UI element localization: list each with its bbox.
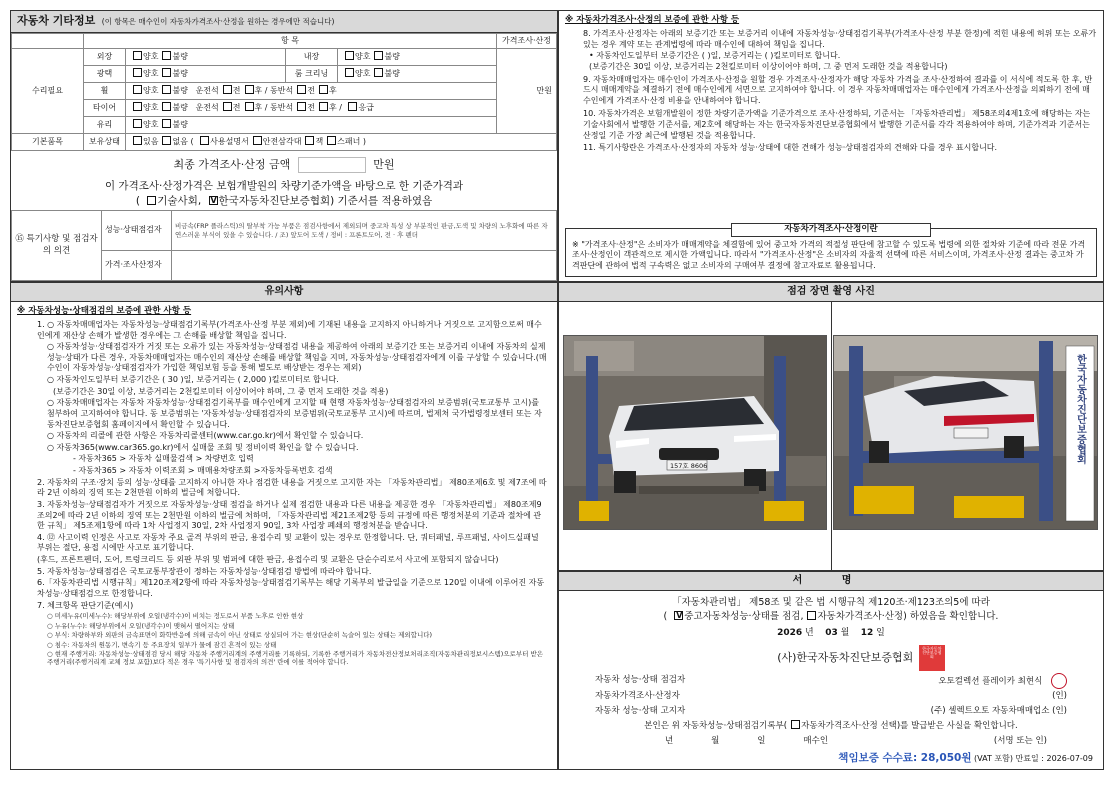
tire-options[interactable]: 양호 불량 운전석 전 후 / 동반석 전 후 / 응급 [126,100,497,117]
other-info-title-bar [11,11,557,33]
checkbox[interactable] [305,136,314,145]
checkbox[interactable] [245,102,254,111]
checkbox[interactable] [348,102,357,111]
checkbox[interactable] [297,102,306,111]
other-info-panel [10,10,558,282]
special-notes-table: ⑮ 특기사항 및 점검자의 의견 성능·상태점검자 비금속(FRP 플라스틱)의 탈부착 가능 부품은 점검사항에서 제외되며 중고차 특성 상 부분적인 판금,도색 및 차량의 노후화에 따른 자연스러운 부식이 있을 수 있습니다. / 조) 앞도어 도색 / 정비 : 프론트도어, 전 · 후 펜더 가격·조사산정자 [11,210,557,281]
perf-check-checkbox[interactable] [674,611,683,620]
checkbox[interactable] [327,136,336,145]
checkbox[interactable] [162,119,171,128]
warranty-fee: 책임보증 수수료: 28,050원 [838,751,972,764]
price-definition-box [565,224,1097,277]
checkbox[interactable] [253,136,262,145]
special-notes-label: ⑮ 특기사항 및 점검자의 의견 [12,211,102,281]
receipt-checkbox[interactable] [791,720,800,729]
col-item-header: 항 목 [84,34,497,49]
role-row: 자동차 성능·상태 점검자 오토컬렉션 플레이카 최현식 [595,673,1067,689]
checkbox[interactable] [162,51,171,60]
checkbox[interactable] [162,68,171,77]
glass-options[interactable]: 양호 불량 [126,117,497,134]
checkbox[interactable] [162,102,171,111]
checkbox[interactable] [133,102,142,111]
checkbox[interactable] [345,51,354,60]
expiry-date: 만료일 : 2026-07-09 [1015,753,1093,763]
other-info-note: (이 항목은 매수인이 자동차가격조사·산정을 원하는 경우에만 적습니다) [101,17,335,26]
role-row: 자동차가격조사·산정자 (인) [595,690,1067,701]
issuer-org: (사)한국자동차진단보증협회 [777,650,914,664]
checkbox[interactable] [133,51,142,60]
price-definition-title: 자동차가격조사·산정이란 [731,223,931,236]
cautions-list: 1. ○ 자동차매매업자는 자동차성능·상태점검기록부(가격조사·산정 부분 제외)에 기재된 내용을 고지하지 아니하거나 거짓으로 고지함으로써 매수인에게 재산상 손해가 발생한 경우에는 그 손해를 배상할 책임을 집니다. ○ 자동차성능·상태점검자가 거짓 또는 오류가 있는 자동차성능·상태점검 내용을 제공하여 아래의 보증기간 또는 보증거리 이내에 자동차의 실제 성능·상태가 다른 경우, 자동차매매업자는 매수인의 재산상 손해를 배상할 책임을 지며, 자동차성능·상태점검자에게 이를 구상할 수 있습니다.(매수인이 자동차성능·상태점검자가 가입한 책임보험 등을 통해 별도로 배상받는 경우는 제외) ○ 자동차인도일부터 보증기간은 ( 30 )일, 보증거리는 ( 2,000 )킬로미터로 합니다. (보증기간은 30일 이상, 보증거리는 2천킬로미터 이상이어야 하며, 그 중 먼저 도래한 것을 적용) ○ 자동차매매업자는 자동차 자동차성능·상태점검기록부를 매수인에게 고지할 때 현행 자동차성능·상태점검자의 보증범위(국토교통부 고시)를 첨부하여 고지하여야 합니다. 동 보증범위는 '자동차성능·상태점검자의 보증범위(국토교통부 고시)에 따르며, 법제처 국가법령정보센터 또는 자동차진단보증협회 홈페이지에서 확인할 수 있습니다. ○ 자동차의 리콜에 관한 사항은 자동차리콜센터(www.car.go.kr)에서 확인할 수 있습니다. ○ 자동차365(www.car365.go.kr)에서 실매물 조회 및 정비이력 확인을 할 수 있습니다. - 자동차365 > 자동차 실매물검색 > 차량번호 입력 - 자동차365 > 자동차 이력조회 > 매매용차량조회 >자동차등록번호 검색 2. 자동차의 구조·장치 등의 성능·상태를 고지하지 아니한 자나 점검한 내용을 거짓으로 고지한 자는 「자동차관리법」 제80조제6호 및 제7조에 따라 2년 이하의 징역 또는 2천만원 이하의 벌금에 처합니다. 3. 자동차성능·상태점검자가 거짓으로 자동차성능·상태 점검을 하거나 실제 점검한 내용과 다른 내용을 제공한 경우 「자동차관리법」 제80조제9조의2에 따라 2년 이하의 징역 또는 2천만원 이하의 벌금에 처하며, 「자동차관리법 제21조제2항 등의 규정에 따른 행정처분의 기준과 절차에 관한 규칙」 제5조제1항에 따라 1차 사업정지 30일, 2차 사업정지 90일, 3차 사업장 폐쇄의 행정처분을 받습니다. 4. ⑫ 사고이력 인정은 사고로 자동차 주요 골격 부위의 판금, 용접수리 및 교환이 있는 경우로 한정합니다. 단, 쿼터패널, 루프패널, 사이드실패널 부위는 절단, 용접 시에만 사고로 표기합니다. (후드, 프론트펜더, 도어, 트렁크리드 등 외판 부위 및 범퍼에 대한 판금, 용접수리 및 교환은 단순수리로서 사고에 포함되지 않습니다) 5. 자동차성능·상태점검은 국토교통부장관이 정하는 자동차성능·상태점검 방법에 따라야 합니다. 6.「자동차관리법 시행규칙」제120조제2항에 따라 자동차성능·상태점검기록부는 해당 기록부의 발급일을 기준으로 120일 이내에 이루어진 자동차성능·상태점검으로 한정합니다. 7. 체크항목 판단기준(예시) ○ 미세누유(미세누수): 해당부위에 오일(냉각수)이 비치는 정도로서 부품 노후로 인한 현상 ○ 누유(누수): 해당부위에서 오일(냉각수)이 맺혀서 떨어지는 상태 ○ 부식: 차량하부와 외판의 금속표면이 화학반응에 의해 금속이 아닌 상태로 상실되어 가는 현상(단순히 녹슬어 있는 상태는 제외합니다) ○ 침수: 자동차의 원동기, 변속기 등 주요장치 일부가 물에 잠긴 흔적이 있는 상태 ○ 현재 주행거리: 자동차성능·상태점검 당시 해당 자동차 주행거리계의 주행거리를 기록하되, 기록한 주행거리가 자동차전산정보처리조직(자동차관리정보시스템)으로부터 받은 주행거리(주행거리계 교체 정보 포함)보다 적은 경우 '특기사항 및 점검자의 의견' 란에 이를 적어야 합니다. [37,319,547,667]
inspection-photo-rear [833,335,1098,530]
checkbox[interactable] [374,68,383,77]
special-notes-text: 비금속(FRP 플라스틱)의 탈부착 가능 부품은 점검사항에서 제외되며 중고차 특성 상 부분적인 판금,도색 및 차량의 노후화에 따른 자연스러운 부식이 있을 수 있습니다. / 조) 앞도어 도색 / 정비 : 프론트도어, 전 · 후 펜더 [172,211,557,251]
repair-label: 수리필요 [12,49,84,134]
receipt-confirm: 본인은 위 자동차성능·상태점검기록부( 자동차가격조사·산정 선택)를 발급받은 사실을 확인합니다. [644,720,1018,731]
photo-divider [831,301,832,571]
checkbox[interactable] [162,85,171,94]
signature-law-line: 「자동차관리법」 제58조 및 같은 법 시행규칙 제120조·제123조의5에 따라 [672,596,990,608]
cautions-subtitle: ※ 자동차성능·상태점검의 보증에 관한 사항 등 [17,305,192,316]
buyer-sign-field[interactable]: (서명 또는 인) [993,735,1047,746]
signature-roles [559,671,1103,749]
basis-checkbox-kaidaa[interactable] [209,196,218,205]
checkbox[interactable] [162,136,171,145]
kaidaa-banner-text: 한국자동차진단보증협회 [1074,354,1086,464]
photos-panel [558,282,1104,571]
price-assessor-notes[interactable] [172,251,557,281]
repair-table: 항 목 가격조사·산정 수리필요 외장 양호 불량 내장 양호 불량 만원 광택 양호 불량 룸 크리닝 양호 불량 휠 양호 불량 운전석 전 후 / 동반석 전 후 타이어 양호 불량 운전석 전 후 / 동반석 전 후 / 응급 유리 양호 불량 기본품목 보유상태 있음 없음 ( 사용설명서 안전삼각대 잭 스패너 ) [11,33,557,151]
checkbox[interactable] [297,85,306,94]
role-row: 자동차 성능·상태 고지자 (주) 셀렉트오토 자동차매매업소 (인) [595,705,1067,716]
checkbox[interactable] [133,136,142,145]
checkbox[interactable] [223,102,232,111]
org-seal: 한국자동차진단보증협회 [919,645,945,671]
interior-options[interactable]: 양호 불량 [338,49,497,66]
checkbox[interactable] [223,85,232,94]
buyer-sign-row: 년 월 일 매수인 (서명 또는 인) [595,734,1067,749]
final-price-row: 최종 가격조사·산정 금액 만원 [173,158,395,171]
wheel-options[interactable]: 양호 불량 운전석 전 후 / 동반석 전 후 [126,83,497,100]
room-options[interactable]: 양호 불량 [338,66,497,83]
signature-date: 2026 년 03 월 12 일 [777,628,885,638]
gloss-options[interactable]: 양호 불량 [126,66,286,83]
checkbox[interactable] [319,85,328,94]
checkbox[interactable] [200,136,209,145]
basic-items-options[interactable]: 있음 없음 ( 사용설명서 안전삼각대 잭 스패너 ) [126,134,557,151]
checkbox[interactable] [133,68,142,77]
other-info-title: 자동차 기타정보 [17,14,96,27]
checkbox[interactable] [319,102,328,111]
signature-header: 서 명 [559,572,1103,591]
fee-row: 책임보증 수수료: 28,050원 (VAT 포함) 만료일 : 2026-07-09 [838,751,1093,764]
basic-items-label: 기본품목 [12,134,84,151]
signature-panel: 서 명 「자동차관리법」 제58조 및 같은 법 시행규칙 제120조·제123조의5에 따라 ( V중고자동차성능·상태를 점검, 자동차가격조사·산정) 하였음을 확인합니다. 2026 년 03 월 12 일 (사)한국자동차진단보증협회 한국자동차진단보증협회 자동차 성능·상태 점검자 오토컬렉션 플레이카 최현식 자동차가격조사·산정자 (인) 자동차 성능·상태 고지자 (주) 셀렉트오토 자동차매매업소 (인) 본인은 위 자동차성능·상태점검기록부( 자동차가격조사·산정 선택)를 발급받은 사실을 확인합니다. 년 월 일 매수인 (서명 또는 인) 책임보증 수수료: 28,050원 (VAT 포함) 만료일 : 2026-07-09 [558,571,1104,770]
car-front-illustration [564,336,827,530]
price-unit: 만원 [497,49,557,134]
inspector-seal [1051,673,1067,689]
final-price-input[interactable] [298,157,366,173]
price-basis: 이 가격조사·산정가격은 보험개발원의 차량기준가액을 바탕으로 한 기준가격과 ( 기술사회, V한국자동차진단보증협회) 기준서를 적용하였음 [11,179,557,209]
car-rear-illustration [834,336,1098,530]
checkbox[interactable] [345,68,354,77]
price-warranty-list: 8. 가격조사·산정자는 아래의 보증기간 또는 보증거리 이내에 자동차성능·상태점검기록부(가격조사·산정 부분 한정)에 적힌 내용에 허위 또는 오류가 있는 경우 계약 또는 관계법령에 따라 매수인에 대하여 책임을 집니다. • 자동차인도일부터 보증기간은 ( )일, 보증거리는 ( )킬로미터로 합니다. (보증기간은 30일 이상, 보증거리는 2천킬로미터 이상이어야 하며, 그 중 먼저 도래한 것을 적용합니다) 9. 자동차매매업자는 매수인이 가격조사·산정을 원할 경우 가격조사·산정자가 해당 자동차 가격을 조사·산정하여 결과를 이 서식에 적도록 한 후, 반드시 매매계약을 체결하기 전에 매수인에게 서면으로 고지하여야 합니다. 이 경우 자동차매매업자는 매수인에게 가격조사·산정을 의뢰하기 전에 매수인에게 가격조사·산정 비용을 안내하여야 합니다. 10. 자동차가격은 보험개발원이 정한 차량기준가액을 기준가격으로 조사·산정하되, 기준서는 「자동차관리법」 제58조의4제1호에 해당하는 자는 기술사회에서 발행한 기준서를, 제2호에 해당하는 자는 한국자동차진단보증협회에서 발행한 기준서를 각각 적용하여야 하며, 기준가격과 기준서는 산정일 기준 가장 최근에 발행된 것을 적용합니다. 11. 특기사항란은 가격조사·산정자의 자동차 성능·상태에 대한 견해가 성능·상태점검자의 견해와 다를 경우 표시합니다. [583,29,1097,153]
checkbox[interactable] [374,51,383,60]
exterior-options[interactable]: 양호 불량 [126,49,286,66]
price-warranty-title: ※ 자동차가격조사·산정의 보증에 관한 사항 등 [565,15,740,25]
cautions-header: 유의사항 [11,283,557,302]
checkbox[interactable] [133,119,142,128]
price-warranty-panel [558,10,1104,282]
cautions-panel [10,282,558,770]
basis-checkbox-tech[interactable] [147,196,156,205]
price-definition-text: ※ "가격조사·산정"은 소비자가 매매계약을 체결함에 있어 중고차 가격의 적절성 판단에 참고할 수 있도록 법령에 의한 절차와 기준에 따라 전문 가격조사·산정인이 객관적으로 제시한 가액입니다. 따라서 "가격조사·산정"은 소비자의 자율적 선택에 따른 서비스이며, 가격조사·산정 결과는 중고차 가격판단에 관하여 법적 구속력은 없고 소비자의 구매여부 결정에 참고자료로 활용됩니다. [572,239,1086,271]
checkbox[interactable] [133,85,142,94]
price-check-checkbox[interactable] [807,611,816,620]
plate-text: 157호 8606 [670,462,708,470]
col-price-header: 가격조사·산정 [497,34,557,49]
photos-header: 점검 장면 촬영 사진 [559,283,1103,302]
inspection-photo-front [563,335,827,530]
checkbox[interactable] [245,85,254,94]
